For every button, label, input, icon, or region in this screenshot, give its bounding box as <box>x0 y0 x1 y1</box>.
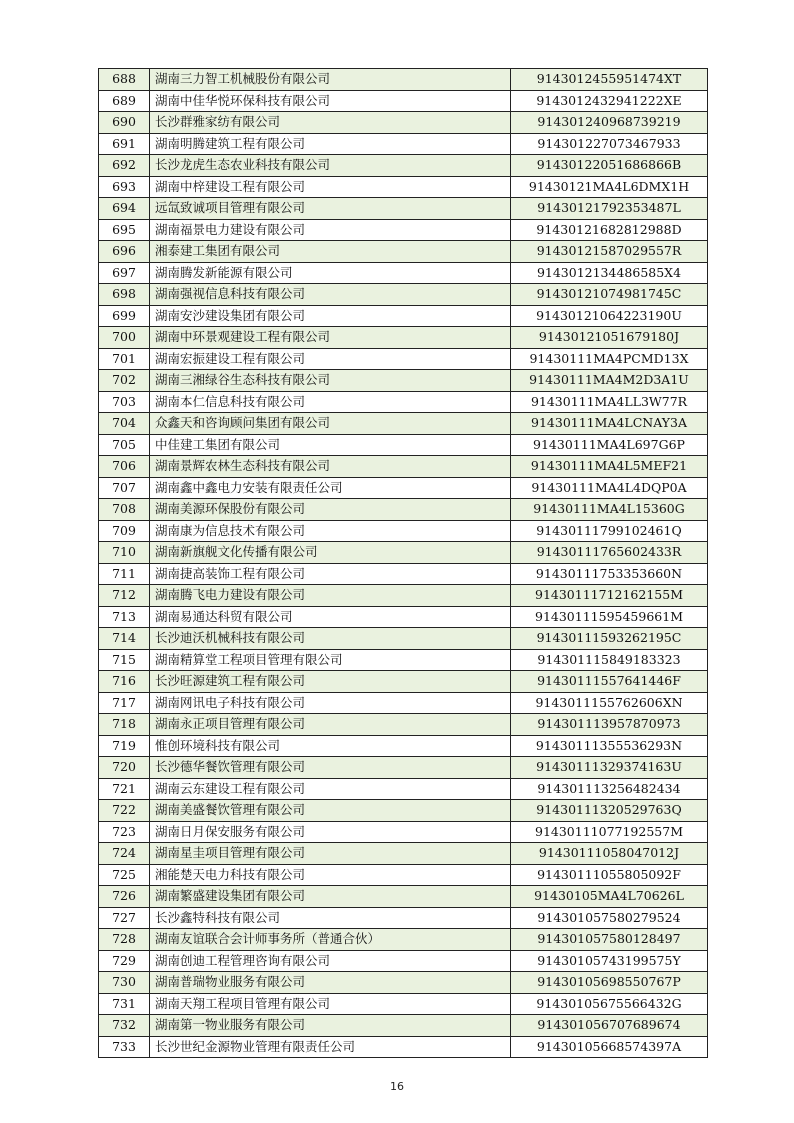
row-number: 697 <box>99 262 150 284</box>
credit-code: 914301056707689674 <box>511 1015 708 1037</box>
company-name: 湖南日月保安服务有限公司 <box>150 821 511 843</box>
company-name: 湖南腾发新能源有限公司 <box>150 262 511 284</box>
row-number: 700 <box>99 327 150 349</box>
table-row <box>99 133 708 155</box>
row-number: 691 <box>99 133 150 155</box>
company-name: 长沙龙虎生态农业科技有限公司 <box>150 155 511 177</box>
credit-code: 91430111MA4LL3W77R <box>511 391 708 413</box>
table-row <box>99 1036 708 1058</box>
row-number: 721 <box>99 778 150 800</box>
credit-code: 91430111MA4L15360G <box>511 499 708 521</box>
table-row <box>99 155 708 177</box>
table-row <box>99 198 708 220</box>
row-number: 729 <box>99 950 150 972</box>
row-number: 723 <box>99 821 150 843</box>
credit-code: 91430111MA4L697G6P <box>511 434 708 456</box>
company-name: 中佳建工集团有限公司 <box>150 434 511 456</box>
table-row <box>99 176 708 198</box>
credit-code: 9143012455951474XT <box>511 69 708 91</box>
row-number: 708 <box>99 499 150 521</box>
credit-code: 91430121064223190U <box>511 305 708 327</box>
row-number: 718 <box>99 714 150 736</box>
company-name: 湖南明腾建筑工程有限公司 <box>150 133 511 155</box>
company-name: 湖南本仁信息科技有限公司 <box>150 391 511 413</box>
credit-code: 91430105MA4L70626L <box>511 886 708 908</box>
company-name: 湖南天翔工程项目管理有限公司 <box>150 993 511 1015</box>
company-name: 湖南繁盛建设集团有限公司 <box>150 886 511 908</box>
company-credit-code-table <box>98 68 708 1058</box>
credit-code: 91430111055805092F <box>511 864 708 886</box>
table-row <box>99 628 708 650</box>
company-name: 湖南安沙建设集团有限公司 <box>150 305 511 327</box>
credit-code: 91430111753353660N <box>511 563 708 585</box>
company-name: 湖南精算堂工程项目管理有限公司 <box>150 649 511 671</box>
row-number: 730 <box>99 972 150 994</box>
credit-code: 91430105675566432G <box>511 993 708 1015</box>
company-name: 湖南云东建设工程有限公司 <box>150 778 511 800</box>
credit-code: 91430121792353487L <box>511 198 708 220</box>
credit-code: 91430111799102461Q <box>511 520 708 542</box>
table-row <box>99 370 708 392</box>
company-name: 惟创环境科技有限公司 <box>150 735 511 757</box>
row-number: 726 <box>99 886 150 908</box>
table-row <box>99 69 708 91</box>
row-number: 724 <box>99 843 150 865</box>
table-row <box>99 993 708 1015</box>
credit-code: 91430111355536293N <box>511 735 708 757</box>
credit-code: 9143011155762606XN <box>511 692 708 714</box>
credit-code: 914301240968739219 <box>511 112 708 134</box>
table-row <box>99 499 708 521</box>
credit-code: 91430111593262195C <box>511 628 708 650</box>
company-name: 湖南康为信息技术有限公司 <box>150 520 511 542</box>
row-number: 716 <box>99 671 150 693</box>
table-row <box>99 864 708 886</box>
company-name: 远氙致诚项目管理有限公司 <box>150 198 511 220</box>
table-row <box>99 434 708 456</box>
company-name: 长沙鑫特科技有限公司 <box>150 907 511 929</box>
table-row <box>99 284 708 306</box>
table-row <box>99 477 708 499</box>
row-number: 714 <box>99 628 150 650</box>
company-name: 湖南永正项目管理有限公司 <box>150 714 511 736</box>
company-name: 众鑫天和咨询顾问集团有限公司 <box>150 413 511 435</box>
company-name: 湘泰建工集团有限公司 <box>150 241 511 263</box>
row-number: 696 <box>99 241 150 263</box>
credit-code: 914301113256482434 <box>511 778 708 800</box>
row-number: 688 <box>99 69 150 91</box>
row-number: 725 <box>99 864 150 886</box>
row-number: 693 <box>99 176 150 198</box>
credit-code: 914301057580279524 <box>511 907 708 929</box>
credit-code: 91430122051686866B <box>511 155 708 177</box>
table-row <box>99 886 708 908</box>
credit-code: 91430111MA4L5MEF21 <box>511 456 708 478</box>
row-number: 728 <box>99 929 150 951</box>
company-name: 湖南网讯电子科技有限公司 <box>150 692 511 714</box>
credit-code: 91430111320529763Q <box>511 800 708 822</box>
row-number: 719 <box>99 735 150 757</box>
credit-code: 91430111329374163U <box>511 757 708 779</box>
table-row <box>99 649 708 671</box>
company-name: 湖南中梓建设工程有限公司 <box>150 176 511 198</box>
credit-code: 9143012134486585X4 <box>511 262 708 284</box>
credit-code: 91430105668574397A <box>511 1036 708 1058</box>
table-row <box>99 950 708 972</box>
credit-code: 91430105698550767P <box>511 972 708 994</box>
row-number: 694 <box>99 198 150 220</box>
credit-code: 91430111MA4M2D3A1U <box>511 370 708 392</box>
row-number: 702 <box>99 370 150 392</box>
row-number: 690 <box>99 112 150 134</box>
page-number: 16 <box>390 1080 404 1093</box>
company-name: 湖南新旗舰文化传播有限公司 <box>150 542 511 564</box>
table-row <box>99 757 708 779</box>
row-number: 717 <box>99 692 150 714</box>
table-row <box>99 907 708 929</box>
table-body <box>99 69 708 1058</box>
credit-code: 91430121682812988D <box>511 219 708 241</box>
table-row <box>99 735 708 757</box>
company-name: 湖南三力智工机械股份有限公司 <box>150 69 511 91</box>
table-row <box>99 305 708 327</box>
company-name: 长沙旺源建筑工程有限公司 <box>150 671 511 693</box>
credit-code: 91430121074981745C <box>511 284 708 306</box>
row-number: 727 <box>99 907 150 929</box>
row-number: 722 <box>99 800 150 822</box>
row-number: 704 <box>99 413 150 435</box>
table-row <box>99 843 708 865</box>
table-row <box>99 778 708 800</box>
row-number: 695 <box>99 219 150 241</box>
row-number: 709 <box>99 520 150 542</box>
table-row <box>99 585 708 607</box>
credit-code: 91430111595459661M <box>511 606 708 628</box>
row-number: 713 <box>99 606 150 628</box>
company-name: 湖南景辉农林生态科技有限公司 <box>150 456 511 478</box>
credit-code: 91430111MA4LCNAY3A <box>511 413 708 435</box>
company-name: 湖南福景电力建设有限公司 <box>150 219 511 241</box>
company-name: 湖南强视信息科技有限公司 <box>150 284 511 306</box>
company-name: 湖南中环景观建设工程有限公司 <box>150 327 511 349</box>
table-row <box>99 112 708 134</box>
table-row <box>99 90 708 112</box>
row-number: 698 <box>99 284 150 306</box>
credit-code: 914301113957870973 <box>511 714 708 736</box>
table-row <box>99 563 708 585</box>
company-name: 湖南捷高装饰工程有限公司 <box>150 563 511 585</box>
credit-code: 91430111557641446F <box>511 671 708 693</box>
table-row <box>99 542 708 564</box>
company-name: 湖南友谊联合会计师事务所（普通合伙） <box>150 929 511 951</box>
credit-code: 914301227073467933 <box>511 133 708 155</box>
company-name: 长沙群雅家纺有限公司 <box>150 112 511 134</box>
table-row <box>99 929 708 951</box>
credit-code: 91430111MA4PCMD13X <box>511 348 708 370</box>
credit-code: 914301057580128497 <box>511 929 708 951</box>
credit-code: 91430111058047012J <box>511 843 708 865</box>
table-row <box>99 671 708 693</box>
table-row <box>99 391 708 413</box>
row-number: 689 <box>99 90 150 112</box>
row-number: 733 <box>99 1036 150 1058</box>
row-number: 706 <box>99 456 150 478</box>
company-name: 湖南美盛餐饮管理有限公司 <box>150 800 511 822</box>
credit-code: 9143012432941222XE <box>511 90 708 112</box>
table-row <box>99 800 708 822</box>
credit-code: 914301115849183323 <box>511 649 708 671</box>
company-name: 湖南普瑞物业服务有限公司 <box>150 972 511 994</box>
company-name: 湖南星圭项目管理有限公司 <box>150 843 511 865</box>
credit-code: 91430111077192557M <box>511 821 708 843</box>
company-name: 长沙德华餐饮管理有限公司 <box>150 757 511 779</box>
credit-code: 91430121587029557R <box>511 241 708 263</box>
company-name: 长沙世纪金源物业管理有限责任公司 <box>150 1036 511 1058</box>
row-number: 703 <box>99 391 150 413</box>
row-number: 701 <box>99 348 150 370</box>
table-row <box>99 1015 708 1037</box>
company-name: 湖南创迪工程管理咨询有限公司 <box>150 950 511 972</box>
table-row <box>99 606 708 628</box>
row-number: 692 <box>99 155 150 177</box>
credit-code: 91430111765602433R <box>511 542 708 564</box>
table-row <box>99 714 708 736</box>
row-number: 711 <box>99 563 150 585</box>
credit-code: 91430111MA4L4DQP0A <box>511 477 708 499</box>
table-row <box>99 692 708 714</box>
row-number: 731 <box>99 993 150 1015</box>
company-name: 湖南鑫中鑫电力安装有限责任公司 <box>150 477 511 499</box>
row-number: 710 <box>99 542 150 564</box>
table-row <box>99 520 708 542</box>
table-row <box>99 262 708 284</box>
credit-code: 91430111712162155M <box>511 585 708 607</box>
row-number: 707 <box>99 477 150 499</box>
table-row <box>99 327 708 349</box>
company-name: 湖南宏振建设工程有限公司 <box>150 348 511 370</box>
row-number: 712 <box>99 585 150 607</box>
company-name: 湖南腾飞电力建设有限公司 <box>150 585 511 607</box>
table-row <box>99 241 708 263</box>
table-row <box>99 219 708 241</box>
row-number: 732 <box>99 1015 150 1037</box>
table-row <box>99 821 708 843</box>
company-name: 湖南美源环保股份有限公司 <box>150 499 511 521</box>
table-row <box>99 456 708 478</box>
row-number: 720 <box>99 757 150 779</box>
credit-code: 91430121051679180J <box>511 327 708 349</box>
table-row <box>99 348 708 370</box>
credit-code: 91430105743199575Y <box>511 950 708 972</box>
table-row <box>99 413 708 435</box>
row-number: 715 <box>99 649 150 671</box>
company-name: 长沙迪沃机械科技有限公司 <box>150 628 511 650</box>
company-name: 湖南第一物业服务有限公司 <box>150 1015 511 1037</box>
credit-code: 91430121MA4L6DMX1H <box>511 176 708 198</box>
table-row <box>99 972 708 994</box>
company-name: 湘能楚天电力科技有限公司 <box>150 864 511 886</box>
row-number: 705 <box>99 434 150 456</box>
row-number: 699 <box>99 305 150 327</box>
company-name: 湖南三湘绿谷生态科技有限公司 <box>150 370 511 392</box>
company-name: 湖南易通达科贸有限公司 <box>150 606 511 628</box>
company-name: 湖南中佳华悦环保科技有限公司 <box>150 90 511 112</box>
